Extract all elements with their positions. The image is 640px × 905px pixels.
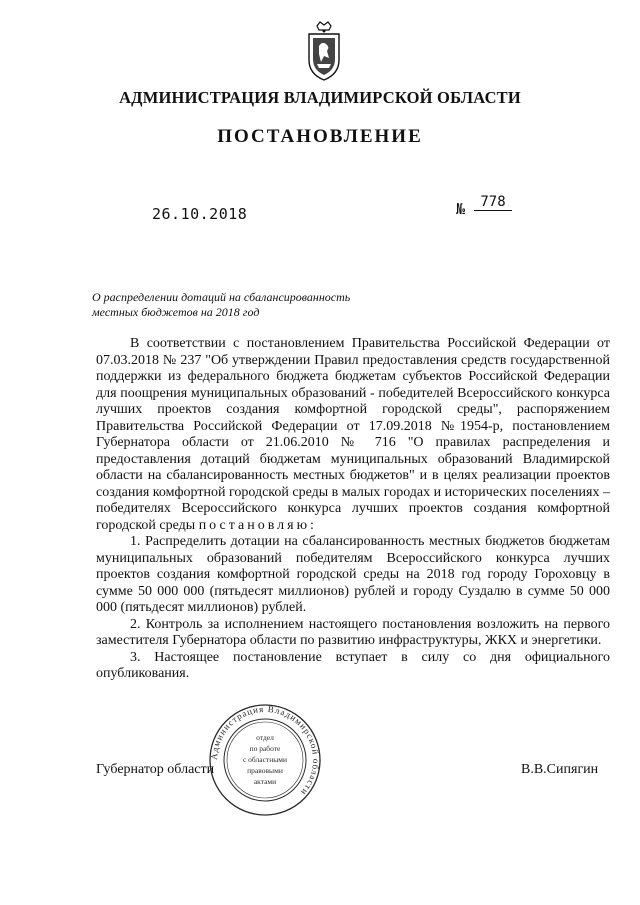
preamble-text: В соответствии с постановлением Правительства Российской Федерации от 07.03.2018 № 237 "Об утверждении Правил предоставления средств государственной поддержки из федерального бюджета бюджетам субъектов Российской Федерации для поощрения муниципальных образований - победителей Всероссийского конкурса лучших проектов создания комфортной городской среды", распоряжением Правительства Российской Федерации от 17.09.2018 №1954-р, постановлением Губернатора области от 21.06.2010 № 716 "О правилах распределения и предоставления дотаций бюджетам муниципальных образований Владимирской области на сбалансированность местных бюджетов" и в целях реализации проектов создания комфортной городской среды в малых городах и исторических поселениях – победителях Всероссийского конкурса лучших проектов создания комфортной городской среды [96, 336, 610, 533]
coat-of-arms-icon [303, 20, 345, 82]
official-stamp [204, 704, 326, 816]
organization-title: АДМИНИСТРАЦИЯ ВЛАДИМИРСКОЙ ОБЛАСТИ [119, 88, 521, 107]
document-body [96, 336, 610, 683]
clause-3: 3. Настоящее постановление вступает в силу со дня официального опубликования. [96, 649, 610, 681]
clause-1: 1. Распределить дотации на сбалансированность местных бюджетов бюджетам муниципальных образований победителям Всероссийского конкурса лучших проектов создания комфортной городской среды на 2018 год городу Гороховцу в сумме 50 000 000 (пятьдесят миллионов) рублей и городу Суздалю в сумме 50 000 000 (пятьдесят миллионов) рублей. [96, 534, 610, 615]
stamp-ring-text: Администрация Владимирской области [208, 704, 322, 798]
stamp-line: актами [253, 777, 277, 786]
subject-line: О распределении дотаций на сбалансированность [92, 290, 351, 304]
document-type: ПОСТАНОВЛЕНИЕ [217, 126, 423, 147]
number-sign: № [456, 200, 466, 218]
subject-line: местных бюджетов на 2018 год [92, 305, 260, 319]
clause-2: 2. Контроль за исполнением настоящего постановления возложить на первого заместителя Губернатора области по развитию инфраструктуры, ЖКХ и энергетики. [96, 616, 610, 648]
signatory-title: Губернатор области [96, 762, 215, 777]
stamp-line: с областными [242, 755, 288, 764]
stamp-line: отдел [256, 733, 274, 742]
resolve-word: постановляю: [198, 517, 317, 533]
document-number: 778 [474, 194, 512, 211]
stamp-line: правовыми [247, 766, 283, 775]
stamp-line: по работе [249, 744, 281, 753]
document-subject [92, 290, 392, 320]
preamble-paragraph [96, 336, 610, 534]
document-date: 26.10.2018 [152, 205, 248, 223]
signatory-name: В.В.Сипягин [521, 762, 599, 777]
